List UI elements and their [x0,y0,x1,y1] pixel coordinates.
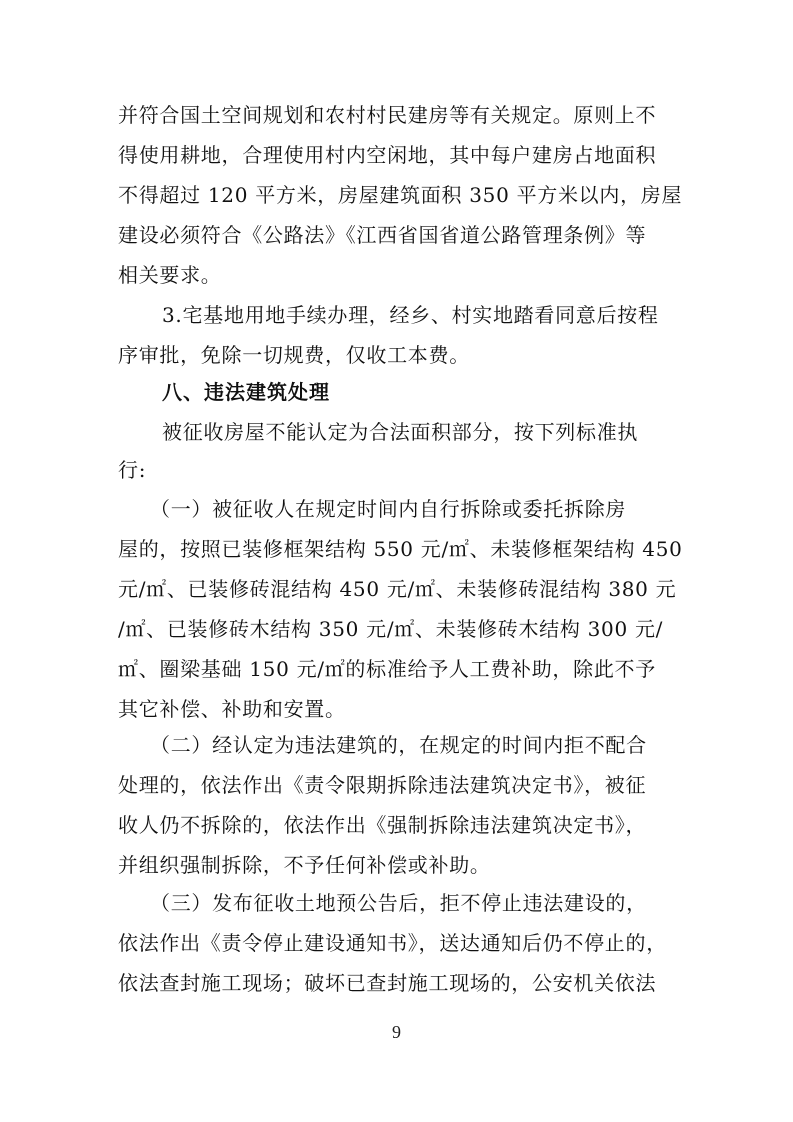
body-text-line: 被征收房屋不能认定为合法面积部分，按下列标准执 [162,420,639,444]
body-text-line: 屋的，按照已装修框架结构 550 元/㎡、未装修框架结构 450 [118,537,683,561]
body-text-line: 得使用耕地，合理使用村内空闲地，其中每户建房占地面积 [118,143,657,167]
body-text-line: 依法作出《责令停止建设通知书》，送达通知后仍不停止的， [118,931,667,955]
body-text-line: 行: [118,458,147,482]
body-text-line: （一）被征收人在规定时间内自行拆除或委托拆除房 [150,497,627,521]
body-text-line: 依法查封施工现场；破坏已查封施工现场的，公安机关依法 [118,971,657,995]
body-text-line: 并组织强制拆除，不予任何补偿或补助。 [118,853,491,877]
body-text-line: 不得超过 120 平方米，房屋建筑面积 350 平方米以内，房屋 [118,183,683,207]
page-number: 9 [392,1022,401,1042]
body-text-line: （三）发布征收土地预公告后，拒不停止违法建设的， [150,891,647,915]
body-text-line: 序审批，免除一切规费，仅收工本费。 [118,343,470,367]
body-text-line: 建设必须符合《公路法》《江西省国省道公路管理条例》等 [118,223,647,247]
body-text-line: 收人仍不拆除的，依法作出《强制拆除违法建筑决定书》， [118,813,647,837]
body-text-line: （二）经认定为违法建筑的，在规定的时间内拒不配合 [150,733,647,757]
body-text-line: ㎡、圈梁基础 150 元/㎡的标准给予人工费补助，除此不予 [118,657,656,681]
body-text-line: 处理的，依法作出《责令限期拆除违法建筑决定书》，被征 [118,773,647,797]
body-text-line: 其它补偿、补助和安置。 [118,697,346,721]
section-heading: 八、违法建筑处理 [162,380,330,404]
body-text-line: 元/㎡、已装修砖混结构 450 元/㎡、未装修砖混结构 380 元 [118,577,677,601]
body-text-line: 相关要求。 [118,263,222,287]
body-text-line: 3.宅基地用地手续办理，经乡、村实地踏看同意后按程 [162,303,659,327]
body-text-line: 并符合国土空间规划和农村村民建房等有关规定。原则上不 [118,103,657,127]
body-text-line: /㎡、已装修砖木结构 350 元/㎡、未装修砖木结构 300 元/ [118,617,664,641]
